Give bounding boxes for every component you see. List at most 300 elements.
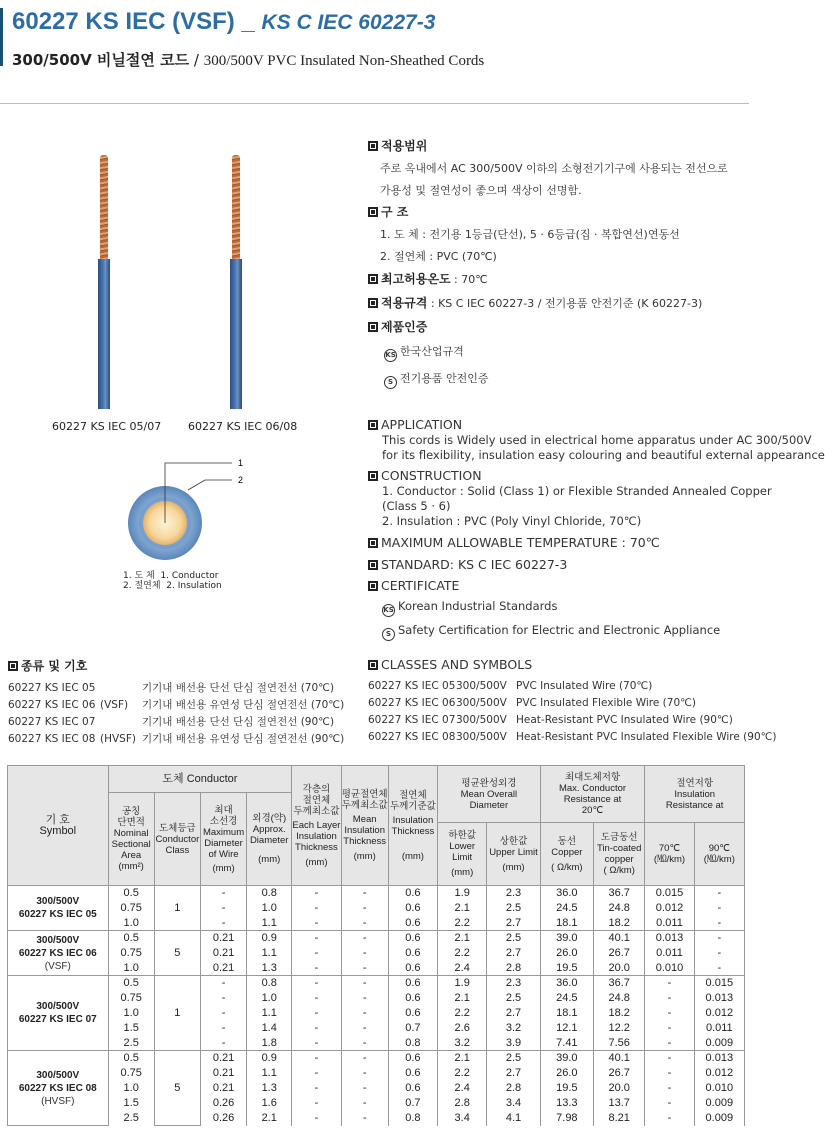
class-voltage: 300/500V <box>456 731 507 743</box>
table-cell: 24.8 <box>594 901 645 916</box>
symbol-cell: 300/500V 60227 KS IEC 05 <box>8 886 109 931</box>
table-cell: - <box>200 901 246 916</box>
table-cell: 0.011 <box>694 1021 744 1036</box>
table-cell: - <box>200 916 246 931</box>
col-symbol: 기 호 Symbol <box>8 766 109 886</box>
en-certificate-2: Safety Certification for Electric and Electronic Appliance <box>398 623 721 637</box>
table-cell: - <box>200 1021 246 1036</box>
en-construction-title: CONSTRUCTION <box>381 468 482 483</box>
kr-application-text-1: 주로 옥내에서 AC 300/500V 이하의 소형전기기구에 사용되는 전선으로 <box>380 162 728 175</box>
table-cell: 1.1 <box>247 916 292 931</box>
kr-certificate-2: 전기용품 안전인증 <box>400 372 489 385</box>
class-row-en <box>368 697 777 714</box>
cross-section-legend <box>123 571 222 591</box>
class-desc: PVC Insulated Wire (70℃) <box>516 680 653 692</box>
col-area: 공칭 단면적 Nominal Sectional Area (mm²) <box>108 793 154 886</box>
table-cell: 0.6 <box>388 931 437 946</box>
table-cell: 2.7 <box>487 946 540 961</box>
table-cell: - <box>645 991 694 1006</box>
en-certificate-section <box>368 578 720 641</box>
table-cell: 24.8 <box>594 991 645 1006</box>
table-cell: 1.9 <box>438 976 487 991</box>
kr-structure-title: 구 조 <box>381 205 409 219</box>
table-cell: - <box>292 976 341 991</box>
table-cell: 0.8 <box>247 886 292 901</box>
class-code: 60227 KS IEC 06 <box>368 697 456 709</box>
class-desc: 기기내 배선용 단선 단심 절연전선 (70℃) <box>142 682 335 694</box>
table-cell: 2.5 <box>487 931 540 946</box>
table-cell: 18.1 <box>540 916 593 931</box>
table-cell: 19.5 <box>540 1081 593 1096</box>
class-code: 60227 KS IEC 07 <box>8 716 96 728</box>
class-voltage: 300/500V <box>456 697 507 709</box>
table-cell: 18.1 <box>540 1006 593 1021</box>
table-row <box>8 961 745 976</box>
kr-temperature-value: : 70℃ <box>450 273 488 286</box>
kr-certificate-1: 한국산업규격 <box>400 345 464 358</box>
class-desc: 기기내 배선용 단선 단심 절연전선 (90℃) <box>142 716 335 728</box>
table-cell: - <box>292 901 341 916</box>
table-cell: 0.013 <box>694 1051 744 1066</box>
table-row <box>8 1036 745 1051</box>
table-cell: 0.6 <box>388 886 437 901</box>
table-cell: 0.21 <box>200 1081 246 1096</box>
ks-mark-icon: KS <box>382 604 395 617</box>
class-code: 60227 KS IEC 08 <box>8 733 96 745</box>
table-cell: 40.1 <box>594 931 645 946</box>
table-cell: 0.21 <box>200 931 246 946</box>
table-cell: - <box>292 1021 341 1036</box>
col-approx-diameter: 외경(약) Approx. Diameter (mm) <box>247 793 292 886</box>
table-cell: 1.3 <box>247 961 292 976</box>
bullet-square-icon <box>368 560 378 570</box>
table-cell: - <box>341 916 388 931</box>
kr-temperature-title: 최고허용온도 <box>381 272 451 286</box>
cell-area: 2.5 <box>108 1036 154 1051</box>
kr-structure-1: 1. 도 체 : 전기용 1등급(단선), 5 · 6등급(집 · 복합연선)연동선 <box>380 228 680 241</box>
table-cell: 0.6 <box>388 946 437 961</box>
table-cell: 0.7 <box>388 1021 437 1036</box>
table-cell: 2.5 <box>487 991 540 1006</box>
cell-area: 1.0 <box>108 916 154 931</box>
col-insulation-thickness: 절연체 두께기준값 Insulation Thickness (mm) <box>388 766 437 886</box>
kr-structure-section <box>368 203 680 264</box>
symbol-cell: 300/500V 60227 KS IEC 07 <box>8 976 109 1051</box>
table-cell: - <box>645 1036 694 1051</box>
class-row-en <box>368 731 777 748</box>
table-row <box>8 1051 745 1066</box>
table-cell: 8.21 <box>594 1111 645 1126</box>
bullet-square-icon <box>368 207 378 217</box>
table-cell: 0.9 <box>247 1051 292 1066</box>
table-cell: - <box>645 1006 694 1021</box>
class-row-en <box>368 680 777 697</box>
table-cell: 1.0 <box>247 991 292 1006</box>
class-desc: PVC Insulated Flexible Wire (70℃) <box>516 697 697 709</box>
table-cell: - <box>292 1006 341 1021</box>
table-cell: 1.1 <box>247 946 292 961</box>
subtitle-english: 300/500V PVC Insulated Non-Sheathed Cords <box>203 53 485 69</box>
table-row <box>8 1111 745 1126</box>
table-cell: 2.1 <box>438 1051 487 1066</box>
class-desc: 기기내 배선용 유연성 단심 절연전선 (90℃) <box>142 733 345 745</box>
class-row-kr <box>8 714 344 731</box>
table-cell: - <box>694 931 744 946</box>
classes-kr-heading <box>8 657 87 674</box>
copper-conductor <box>232 155 240 261</box>
table-cell: 0.6 <box>388 901 437 916</box>
table-cell: 2.5 <box>487 1051 540 1066</box>
table-cell: 2.7 <box>487 1006 540 1021</box>
table-cell: - <box>645 1066 694 1081</box>
cell-area: 1.0 <box>108 961 154 976</box>
table-cell: - <box>200 976 246 991</box>
kr-certificate-title: 제품인증 <box>381 320 428 334</box>
table-cell: - <box>341 946 388 961</box>
en-standard: STANDARD: KS C IEC 60227-3 <box>381 557 568 572</box>
table-row <box>8 1066 745 1081</box>
table-cell: 0.015 <box>694 976 744 991</box>
cell-class: 1 <box>154 886 200 931</box>
page-subtitle <box>12 49 484 70</box>
en-construction-2: 2. Insulation : PVC (Poly Vinyl Chloride, 70℃) <box>382 514 642 528</box>
table-cell: 0.009 <box>694 1096 744 1111</box>
table-cell: 36.7 <box>594 976 645 991</box>
table-cell: 7.41 <box>540 1036 593 1051</box>
table-cell: 0.26 <box>200 1096 246 1111</box>
table-cell: 39.0 <box>540 1051 593 1066</box>
class-code: 60227 KS IEC 05 <box>8 682 96 694</box>
table-cell: 13.7 <box>594 1096 645 1111</box>
table-cell: 2.1 <box>247 1111 292 1126</box>
class-row-en <box>368 714 777 731</box>
table-cell: - <box>694 946 744 961</box>
table-cell: 1.0 <box>247 901 292 916</box>
table-row <box>8 976 745 991</box>
safety-mark-icon: S <box>384 376 397 389</box>
class-alt: (VSF) <box>100 699 129 711</box>
table-cell: 2.4 <box>438 1081 487 1096</box>
page-header <box>0 0 749 104</box>
bullet-square-icon <box>368 660 378 670</box>
class-code: 60227 KS IEC 07 <box>368 714 456 726</box>
class-alt: (HVSF) <box>100 733 136 745</box>
table-cell: 26.7 <box>594 1066 645 1081</box>
table-cell: 0.6 <box>388 1006 437 1021</box>
table-cell: 36.7 <box>594 886 645 901</box>
table-row <box>8 1021 745 1036</box>
table-cell: - <box>341 1096 388 1111</box>
bullet-square-icon <box>368 581 378 591</box>
table-cell: - <box>292 946 341 961</box>
legend-insulation-kr: 2. 절연체 <box>123 581 161 591</box>
class-desc: Heat-Resistant PVC Insulated Flexible Wire (90℃) <box>516 731 777 743</box>
en-temperature-section <box>368 535 660 550</box>
table-row <box>8 1006 745 1021</box>
table-cell: - <box>292 1096 341 1111</box>
subtitle-korean: 300/500V 비닐절연 코드 <box>12 51 190 69</box>
header-accent-bar <box>0 8 3 66</box>
table-cell: - <box>694 901 744 916</box>
symbol-cell: 300/500V 60227 KS IEC 08 (HVSF) <box>8 1051 109 1126</box>
bullet-square-icon <box>368 298 378 308</box>
table-cell: - <box>200 991 246 1006</box>
table-cell: - <box>341 1111 388 1126</box>
col-max-wire: 최대 소선경 Maximum Diameter of Wire (mm) <box>200 793 246 886</box>
table-cell: 7.56 <box>594 1036 645 1051</box>
table-cell: - <box>200 886 246 901</box>
title-standard: KS C IEC 60227-3 <box>261 11 436 34</box>
ks-mark-icon: KS <box>384 349 397 362</box>
table-cell: 0.6 <box>388 961 437 976</box>
col-lower-limit: 하한값 Lower Limit (mm) <box>438 823 487 886</box>
table-cell: - <box>645 1051 694 1066</box>
table-cell: 1.6 <box>247 1096 292 1111</box>
table-cell: 24.5 <box>540 991 593 1006</box>
col-group-insulation-resistance: 절연저항 Insulation Resistance at <box>645 766 745 823</box>
table-cell: - <box>292 931 341 946</box>
en-construction-1: 1. Conductor : Solid (Class 1) or Flexible Stranded Annealed Copper <box>382 484 772 498</box>
table-cell: - <box>694 886 744 901</box>
table-cell: - <box>341 1006 388 1021</box>
table-cell: 3.4 <box>438 1111 487 1126</box>
table-cell: - <box>341 886 388 901</box>
class-code: 60227 KS IEC 06 <box>8 699 96 711</box>
col-tin-coated: 도금동선 Tin-coated copper ( Ω/km) <box>594 823 645 886</box>
table-cell: 2.3 <box>487 886 540 901</box>
table-cell: 2.6 <box>438 1021 487 1036</box>
en-application-text-2: for its flexibility, insulation easy colouring and beautiful external appearance <box>382 448 825 462</box>
table-cell: 0.26 <box>200 1111 246 1126</box>
col-group-overall-diameter: 평균완성외경 Mean Overall Diameter <box>438 766 541 823</box>
table-cell: - <box>292 961 341 976</box>
legend-conductor-kr: 1. 도 체 <box>123 571 155 581</box>
table-cell: - <box>292 1111 341 1126</box>
table-cell: - <box>292 1036 341 1051</box>
cell-area: 0.5 <box>108 931 154 946</box>
cell-area: 0.75 <box>108 1066 154 1081</box>
table-cell: 2.4 <box>438 961 487 976</box>
table-cell: 0.8 <box>388 1111 437 1126</box>
kr-standard-section <box>368 294 702 311</box>
table-cell: 26.7 <box>594 946 645 961</box>
table-cell: 0.010 <box>694 1081 744 1096</box>
table-cell: 2.7 <box>487 916 540 931</box>
table-cell: - <box>341 1066 388 1081</box>
table-cell: - <box>341 931 388 946</box>
table-cell: - <box>645 1096 694 1111</box>
table-cell: 1.1 <box>247 1006 292 1021</box>
table-cell: 1.9 <box>438 886 487 901</box>
table-cell: 0.012 <box>694 1006 744 1021</box>
classes-en-heading <box>368 657 532 672</box>
kr-standard-value: : KS C IEC 60227-3 / 전기용품 안전기준 (K 60227-3) <box>427 297 703 310</box>
kr-application-text-2: 가용성 및 절연성이 좋으며 색상이 선명함. <box>380 184 582 197</box>
table-cell: 2.7 <box>487 1066 540 1081</box>
cell-area: 0.5 <box>108 1051 154 1066</box>
col-90c: 90℃ (㏁/km) <box>694 823 744 886</box>
table-cell: - <box>341 976 388 991</box>
classes-en-title: CLASSES AND SYMBOLS <box>381 657 533 672</box>
table-cell: - <box>341 1036 388 1051</box>
table-cell: 0.010 <box>645 961 694 976</box>
table-cell: 36.0 <box>540 976 593 991</box>
specification-table <box>7 765 745 1126</box>
en-application-title: APPLICATION <box>381 417 463 432</box>
table-cell: - <box>292 1066 341 1081</box>
legend-insulation-en: 2. Insulation <box>166 581 222 591</box>
en-application-section <box>368 417 825 462</box>
col-upper-limit: 상한값 Upper Limit (mm) <box>487 823 540 886</box>
table-cell: 0.6 <box>388 916 437 931</box>
kr-temperature-section <box>368 270 488 287</box>
table-cell: 0.21 <box>200 961 246 976</box>
table-cell: 0.015 <box>645 886 694 901</box>
table-cell: 0.21 <box>200 1051 246 1066</box>
cell-area: 1.0 <box>108 1006 154 1021</box>
table-cell: - <box>645 1021 694 1036</box>
class-voltage: 300/500V <box>456 714 507 726</box>
cell-class: 1 <box>154 976 200 1051</box>
cell-area: 0.75 <box>108 946 154 961</box>
table-cell: - <box>694 961 744 976</box>
table-cell: 0.012 <box>694 1066 744 1081</box>
table-cell: 39.0 <box>540 931 593 946</box>
title-separator: _ <box>241 8 255 35</box>
table-row <box>8 946 745 961</box>
table-cell: - <box>645 976 694 991</box>
table-cell: 3.9 <box>487 1036 540 1051</box>
table-cell: 20.0 <box>594 1081 645 1096</box>
table-cell: - <box>292 916 341 931</box>
table-cell: - <box>694 916 744 931</box>
callout-1: 1 <box>238 458 244 468</box>
table-cell: - <box>292 1051 341 1066</box>
col-class: 도체등급 Conductor Class <box>154 793 200 886</box>
en-construction-1b: (Class 5 · 6) <box>382 499 451 513</box>
table-row <box>8 931 745 946</box>
table-cell: 2.2 <box>438 1006 487 1021</box>
table-cell: 0.7 <box>388 1096 437 1111</box>
table-row <box>8 1096 745 1111</box>
classes-kr-list <box>8 680 344 748</box>
col-mean-thickness: 평균절연체 두께최소값 Mean Insulation Thickness (mm) <box>341 766 388 886</box>
table-cell: 13.3 <box>540 1096 593 1111</box>
table-cell: 0.6 <box>388 1081 437 1096</box>
cell-area: 0.75 <box>108 901 154 916</box>
col-group-resistance: 최대도체저항 Max. Conductor Resistance at 20℃ <box>540 766 645 823</box>
table-cell: 0.8 <box>247 976 292 991</box>
bullet-square-icon <box>368 420 378 430</box>
table-cell: 26.0 <box>540 946 593 961</box>
table-cell: 0.012 <box>645 901 694 916</box>
table-cell: 0.6 <box>388 1066 437 1081</box>
kr-standard-title: 적용규격 <box>381 296 428 310</box>
cell-area: 1.5 <box>108 1096 154 1111</box>
table-cell: 18.2 <box>594 916 645 931</box>
bullet-square-icon <box>368 274 378 284</box>
table-cell: 0.6 <box>388 976 437 991</box>
table-cell: 0.9 <box>247 931 292 946</box>
table-cell: 2.8 <box>487 1081 540 1096</box>
table-cell: - <box>292 886 341 901</box>
table-cell: 19.5 <box>540 961 593 976</box>
copper-conductor <box>100 155 108 261</box>
col-layer-thickness: 각층의 절연체 두께최소값 Each Layer Insulation Thickness (mm) <box>292 766 341 886</box>
table-row <box>8 886 745 901</box>
table-cell: - <box>341 1051 388 1066</box>
table-cell: 0.6 <box>388 1051 437 1066</box>
table-row <box>8 1081 745 1096</box>
table-cell: 18.2 <box>594 1006 645 1021</box>
cell-area: 0.5 <box>108 976 154 991</box>
table-cell: 0.011 <box>645 946 694 961</box>
table-cell: 2.1 <box>438 991 487 1006</box>
en-application-text-1: This cords is Widely used in electrical home apparatus under AC 300/500V <box>382 433 812 447</box>
bullet-square-icon <box>368 322 378 332</box>
table-cell: 4.1 <box>487 1111 540 1126</box>
wire-label-06-08: 60227 KS IEC 06/08 <box>188 420 298 433</box>
table-cell: 1.8 <box>247 1036 292 1051</box>
table-cell: 2.1 <box>438 901 487 916</box>
table-cell: 3.2 <box>438 1036 487 1051</box>
table-cell: 0.21 <box>200 946 246 961</box>
table-cell: - <box>341 991 388 1006</box>
class-code: 60227 KS IEC 08 <box>368 731 456 743</box>
cell-area: 0.75 <box>108 991 154 1006</box>
table-cell: - <box>341 961 388 976</box>
wire-label-05-07: 60227 KS IEC 05/07 <box>52 420 162 433</box>
table-cell: 2.5 <box>487 901 540 916</box>
table-cell: 0.6 <box>388 991 437 1006</box>
table-cell: 24.5 <box>540 901 593 916</box>
table-cell: - <box>341 1081 388 1096</box>
en-standard-section <box>368 557 567 572</box>
kr-certificate-section <box>368 318 489 389</box>
safety-mark-icon: S <box>382 628 395 641</box>
bullet-square-icon <box>368 141 378 151</box>
table-cell: 36.0 <box>540 886 593 901</box>
table-cell: - <box>341 1021 388 1036</box>
cell-area: 0.5 <box>108 886 154 901</box>
table-cell: 0.21 <box>200 1066 246 1081</box>
blue-insulation <box>230 259 242 409</box>
legend-conductor-en: 1. Conductor <box>160 571 219 581</box>
table-cell: 0.009 <box>694 1036 744 1051</box>
table-cell: 0.011 <box>645 916 694 931</box>
en-certificate-1: Korean Industrial Standards <box>398 599 558 613</box>
table-cell: - <box>341 901 388 916</box>
table-cell: 2.3 <box>487 976 540 991</box>
title-main: 60227 KS IEC (VSF) <box>12 8 235 35</box>
table-cell: 2.2 <box>438 916 487 931</box>
callout-2: 2 <box>238 475 244 485</box>
col-group-conductor: 도체 Conductor <box>108 766 292 793</box>
en-temperature: MAXIMUM ALLOWABLE TEMPERATURE : 70℃ <box>381 535 660 550</box>
table-cell: - <box>645 1081 694 1096</box>
table-cell: 3.2 <box>487 1021 540 1036</box>
bullet-square-icon <box>368 471 378 481</box>
table-cell: 0.013 <box>694 991 744 1006</box>
table-cell: 1.1 <box>247 1066 292 1081</box>
col-copper: 동선 Copper ( Ω/km) <box>540 823 593 886</box>
blue-insulation <box>98 259 110 409</box>
table-cell: 3.4 <box>487 1096 540 1111</box>
cell-area: 1.0 <box>108 1081 154 1096</box>
bullet-square-icon <box>8 661 18 671</box>
symbol-cell: 300/500V 60227 KS IEC 06 (VSF) <box>8 931 109 976</box>
table-cell: 1.4 <box>247 1021 292 1036</box>
